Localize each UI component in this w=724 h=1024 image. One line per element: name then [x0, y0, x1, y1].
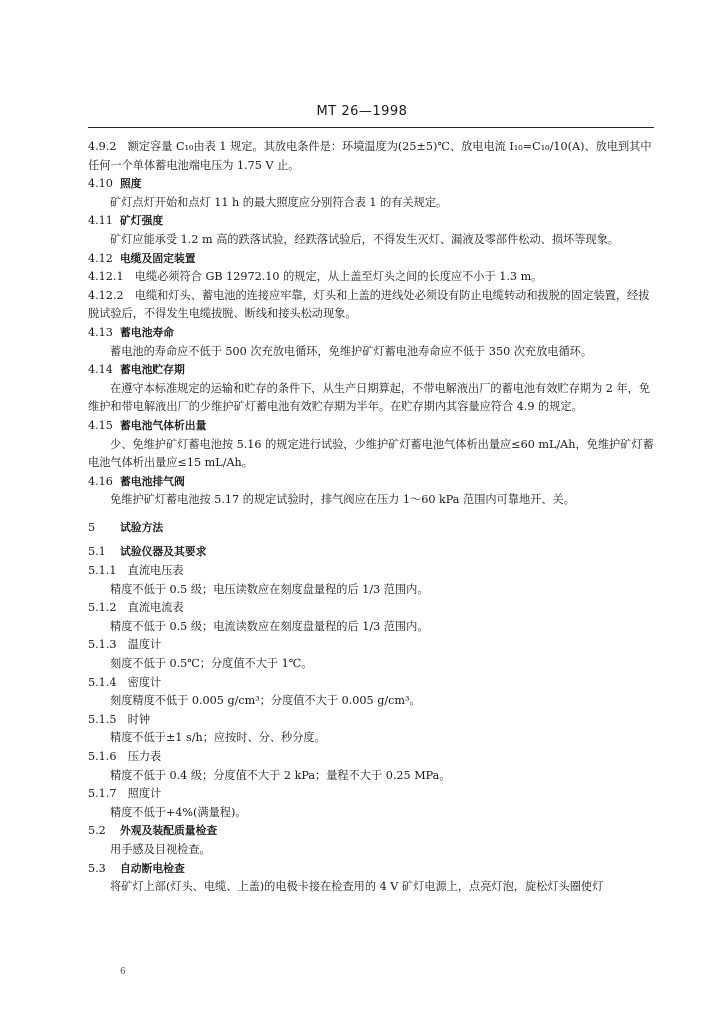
clause-number: 5.2 [88, 824, 106, 838]
page-number: 6 [120, 967, 126, 977]
clause-number: 5 [88, 520, 96, 534]
clause-title: 外观及装配质量检查 [120, 824, 218, 838]
paragraph: 矿灯应能承受 1.2 m 高的跌落试验，经跌落试验后，不得发生灭灯、漏液及零部件松动、损坏等现象。 [110, 232, 619, 246]
paragraph: 刻度不低于 0.5℃；分度值不大于 1℃。 [110, 657, 313, 671]
paragraph: 矿灯点灯开始和点灯 11 h 的最大照度应分别符合表 1 的有关规定。 [110, 195, 448, 209]
header-rule [88, 127, 654, 128]
clause-heading [88, 250, 654, 269]
clause-heading [88, 212, 654, 231]
clause-line: 5.1.3 温度计 [88, 638, 162, 652]
clause-line: 4.9.2 额定容量 C₁₀由表 1 规定。其放电条件是：环境温度为(25±5)℃、放电电流 I₁₀=C₁₀/10(A)、放电到其中任何一个单体蓄电池端电压为 1.75 V 止。 [88, 140, 652, 172]
clause-line: 4.12.1 电缆必须符合 GB 12972.10 的规定，从上盖至灯头之间的长度应不小于 1.3 m。 [88, 270, 543, 284]
clause-heading [88, 473, 654, 492]
paragraph: 刻度精度不低于 0.005 g/cm³；分度值不大于 0.005 g/cm³。 [110, 694, 421, 708]
clause-heading [88, 417, 654, 436]
clause-title: 蓄电池气体析出量 [120, 418, 207, 432]
page-header: MT 26—1998 [316, 104, 408, 119]
paragraph: 少、免维护矿灯蓄电池按 5.16 的规定进行试验，少维护矿灯蓄电池气体析出量应≤60 mL/Ah，免维护矿灯蓄电池气体析出量应≤15 mL/Ah。 [88, 437, 654, 470]
paragraph: 精度不低于+4%(满量程)。 [110, 805, 247, 819]
clause-line: 5.1.6 压力表 [88, 750, 162, 763]
clause-title: 试验方法 [120, 520, 164, 534]
clause-title: 照度 [120, 177, 142, 191]
paragraph: 精度不低于 0.5 级；电压读数应在刻度盘量程的后 1/3 范围内。 [110, 582, 429, 596]
clause-heading [88, 324, 654, 343]
clause-line: 4.12.2 电缆和灯头、蓄电池的连接应牢靠，灯头和上盖的进线处必须设有防止电缆转动和拔脱的固定装置，经拔脱试验后，不得发生电缆拔脱、断线和接头松动现象。 [88, 288, 650, 321]
clause-title: 矿灯强度 [120, 214, 164, 228]
clause-line: 5.1.4 密度计 [88, 675, 162, 689]
clause-number: 5.3 [88, 861, 106, 875]
clause-heading [88, 361, 654, 380]
paragraph: 在遵守本标准规定的运输和贮存的条件下，从生产日期算起，不带电解液出厂的蓄电池有效贮存期为 2 年，免维护和带电解液出厂的少维护矿灯蓄电池有效贮存期为半年。在贮存期内其容量应符合 4.9 的规定。 [88, 381, 651, 414]
clause-number: 4.15 [88, 418, 113, 432]
clause-line: 5.1.7 照度计 [88, 787, 162, 801]
paragraph: 精度不低于 0.4 级；分度值不大于 2 kPa；量程不大于 0.25 MPa。 [110, 768, 451, 782]
clause-number: 4.10 [88, 177, 113, 191]
paragraph: 用手感及目视检查。 [110, 842, 211, 856]
paragraph: 精度不低于 0.5 级；电流读数应在刻度盘量程的后 1/3 范围内。 [110, 619, 429, 633]
clause-title: 自动断电检查 [120, 861, 185, 875]
clause-heading [88, 175, 654, 194]
clause-number: 5.1 [88, 545, 106, 559]
paragraph: 蓄电池的寿命应不低于 500 次充放电循环，免维护矿灯蓄电池寿命应不低于 350 次充放电循环。 [110, 344, 593, 358]
document-body [88, 138, 654, 897]
clause-line: 5.1.5 时钟 [88, 712, 151, 726]
paragraph: 将矿灯上部(灯头、电缆、上盖)的电极卡接在检查用的 4 V 矿灯电源上，点亮灯泡，旋松灯头圈使灯 [110, 880, 604, 894]
clause-heading [88, 860, 654, 879]
clause-number: 4.11 [88, 214, 113, 228]
clause-title: 蓄电池排气阀 [120, 474, 185, 488]
clause-heading [88, 822, 654, 841]
clause-heading [88, 543, 654, 562]
clause-title: 试验仪器及其要求 [120, 545, 207, 559]
clause-number: 4.14 [88, 363, 113, 377]
paragraph: 免维护矿灯蓄电池按 5.17 的规定试验时，排气阀应在压力 1～60 kPa 范围内可靠地开、关。 [110, 493, 575, 507]
clause-number: 4.13 [88, 325, 113, 339]
clause-title: 蓄电池寿命 [120, 325, 174, 339]
clause-title: 电缆及固定装置 [120, 251, 196, 265]
clause-number: 4.12 [88, 251, 113, 265]
clause-line: 5.1.2 直流电流表 [88, 601, 184, 615]
clause-line: 5.1.1 直流电压表 [88, 564, 184, 578]
clause-number: 4.16 [88, 474, 113, 488]
paragraph: 精度不低于±1 s/h；应按时、分、秒分度。 [110, 731, 326, 745]
clause-title: 蓄电池贮存期 [120, 363, 185, 377]
section-heading [88, 519, 654, 538]
